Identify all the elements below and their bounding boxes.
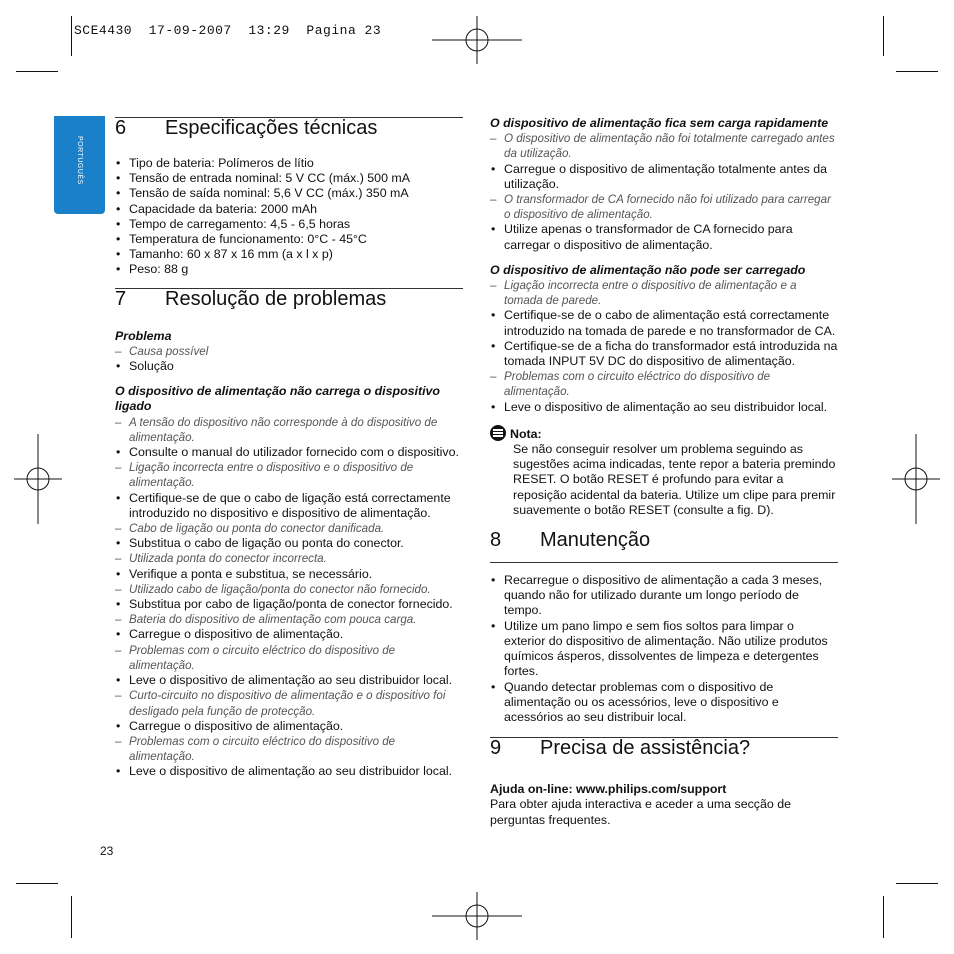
list-item: • Tamanho: 60 x 87 x 16 mm (a x l x p) bbox=[115, 247, 463, 262]
legend-list bbox=[115, 344, 463, 374]
problem-1-list bbox=[115, 415, 463, 780]
list-item: • Capacidade da bateria: 2000 mAh bbox=[115, 202, 463, 217]
problem-title: O dispositivo de alimentação fica sem carga rapidamente bbox=[490, 116, 829, 130]
problem-2-list bbox=[490, 131, 838, 253]
section-number: 6 bbox=[115, 117, 127, 139]
section-title: Manutenção bbox=[540, 529, 651, 552]
legend-solution: • Solução bbox=[115, 359, 463, 374]
cause-item: – Problemas com o circuito eléctrico do dispositivo de alimentação. bbox=[115, 734, 463, 764]
cause-item: – O transformador de CA fornecido não foi utilizado para carregar o dispositivo de alimentação. bbox=[490, 192, 838, 222]
section-9-heading bbox=[490, 737, 838, 770]
legend-cause: – Causa possível bbox=[115, 344, 463, 359]
section-7-heading bbox=[115, 288, 463, 321]
section-number: 9 bbox=[490, 737, 502, 760]
solution-item: • Carregue o dispositivo de alimentação. bbox=[115, 627, 463, 642]
section-number: 7 bbox=[115, 287, 127, 310]
legend-problem: Problema bbox=[115, 328, 172, 343]
cause-item: – Cabo de ligação ou ponta do conector danificada. bbox=[115, 521, 463, 536]
section-title: Especificações técnicas bbox=[165, 117, 378, 139]
print-header: SCE4430 17-09-2007 13:29 Pagina 23 bbox=[74, 23, 382, 38]
section-6-heading bbox=[115, 117, 463, 150]
solution-item: • Leve o dispositivo de alimentação ao seu distribuidor local. bbox=[115, 764, 463, 779]
list-item: • Peso: 88 g bbox=[115, 262, 463, 277]
language-tab-label: PORTUGUÊS bbox=[76, 136, 83, 185]
solution-item: • Consulte o manual do utilizador fornecido com o dispositivo. bbox=[115, 445, 463, 460]
list-item: • Quando detectar problemas com o dispositivo de alimentação ou os acessórios, leve o dispositivo e acessórios ao seu distribuir local. bbox=[490, 680, 838, 726]
language-tab bbox=[54, 116, 105, 214]
problem-title: O dispositivo de alimentação não carrega o dispositivo ligado bbox=[115, 384, 440, 414]
right-column bbox=[490, 116, 838, 828]
cause-item: – Utilizado cabo de ligação/ponta do conector não fornecido. bbox=[115, 582, 463, 597]
solution-item: • Certifique-se de a ficha do transformador está introduzida na tomada INPUT 5V DC do dispositivo de alimentação. bbox=[490, 339, 838, 369]
maintenance-list bbox=[490, 573, 838, 725]
cause-item: – Problemas com o circuito eléctrico do dispositivo de alimentação. bbox=[490, 369, 838, 399]
note-text: Se não conseguir resolver um problema seguindo as sugestões acima indicadas, tente repor a bateria premindo RESET. O botão RESET é profundo para evitar a reposição acidental da bateria. Utilize um clipe para premir suavemente o botão RESET (consulte a fig. D). bbox=[513, 442, 836, 517]
cause-item: – Bateria do dispositivo de alimentação com pouca carga. bbox=[115, 612, 463, 627]
list-item: • Tipo de bateria: Polímeros de lítio bbox=[115, 156, 463, 171]
note-label: Nota: bbox=[510, 426, 542, 441]
note-icon bbox=[490, 425, 506, 441]
solution-item: • Certifique-se de que o cabo de ligação está correctamente introduzido no dispositivo e dispositivo de alimentação. bbox=[115, 491, 463, 521]
solution-item: • Leve o dispositivo de alimentação ao seu distribuidor local. bbox=[490, 400, 838, 415]
list-item: • Tempo de carregamento: 4,5 - 6,5 horas bbox=[115, 217, 463, 232]
section-number: 8 bbox=[490, 529, 502, 552]
help-text: Para obter ajuda interactiva e aceder a uma secção de perguntas frequentes. bbox=[490, 797, 791, 827]
cause-item: – O dispositivo de alimentação não foi totalmente carregado antes da utilização. bbox=[490, 131, 838, 161]
page-number: 23 bbox=[100, 844, 114, 858]
list-item: • Utilize um pano limpo e sem fios soltos para limpar o exterior do dispositivo de alimentação. Não utilize produtos químicos ásperos, dissolventes de limpeza e detergentes fortes. bbox=[490, 619, 838, 680]
solution-item: • Carregue o dispositivo de alimentação. bbox=[115, 719, 463, 734]
cause-item: – Ligação incorrecta entre o dispositivo de alimentação e a tomada de parede. bbox=[490, 278, 838, 308]
solution-item: • Verifique a ponta e substitua, se necessário. bbox=[115, 567, 463, 582]
left-column bbox=[100, 117, 463, 858]
registration-mark-left bbox=[14, 434, 62, 524]
list-item: • Tensão de saída nominal: 5,6 V CC (máx.) 350 mA bbox=[115, 186, 463, 201]
list-item: • Tensão de entrada nominal: 5 V CC (máx.) 500 mA bbox=[115, 171, 463, 186]
cause-item: – Curto-circuito no dispositivo de alimentação e o dispositivo foi desligado pela função de protecção. bbox=[115, 688, 463, 718]
solution-item: • Carregue o dispositivo de alimentação totalmente antes da utilização. bbox=[490, 162, 838, 192]
list-item: • Recarregue o dispositivo de alimentação a cada 3 meses, quando não for utilizado durante um longo período de tempo. bbox=[490, 573, 838, 619]
section-8-heading bbox=[490, 530, 838, 562]
section-title: Precisa de assistência? bbox=[540, 737, 751, 760]
problem-title: O dispositivo de alimentação não pode ser carregado bbox=[490, 262, 806, 277]
solution-item: • Leve o dispositivo de alimentação ao seu distribuidor local. bbox=[115, 673, 463, 688]
list-item: • Temperatura de funcionamento: 0°C - 45°C bbox=[115, 232, 463, 247]
note-block bbox=[490, 425, 838, 518]
cause-item: – Utilizada ponta do conector incorrecta. bbox=[115, 551, 463, 566]
solution-item: • Certifique-se de o cabo de alimentação está correctamente introduzido na tomada de parede e no transformador de CA. bbox=[490, 308, 838, 338]
cause-item: – Problemas com o circuito eléctrico do dispositivo de alimentação. bbox=[115, 643, 463, 673]
help-link[interactable]: Ajuda on-line: www.philips.com/support bbox=[490, 782, 727, 797]
cause-item: – A tensão do dispositivo não corresponde à do dispositivo de alimentação. bbox=[115, 415, 463, 445]
registration-mark-right bbox=[892, 434, 940, 524]
registration-mark-bottom bbox=[432, 892, 522, 940]
registration-mark-top bbox=[432, 16, 522, 64]
solution-item: • Substitua o cabo de ligação ou ponta do conector. bbox=[115, 536, 463, 551]
solution-item: • Utilize apenas o transformador de CA fornecido para carregar o dispositivo de alimentação. bbox=[490, 222, 838, 252]
section-title: Resolução de problemas bbox=[165, 287, 387, 310]
solution-item: • Substitua por cabo de ligação/ponta de conector fornecido. bbox=[115, 597, 463, 612]
problem-3-list bbox=[490, 278, 838, 415]
cause-item: – Ligação incorrecta entre o dispositivo e o dispositivo de alimentação. bbox=[115, 460, 463, 490]
specs-list bbox=[115, 156, 463, 278]
